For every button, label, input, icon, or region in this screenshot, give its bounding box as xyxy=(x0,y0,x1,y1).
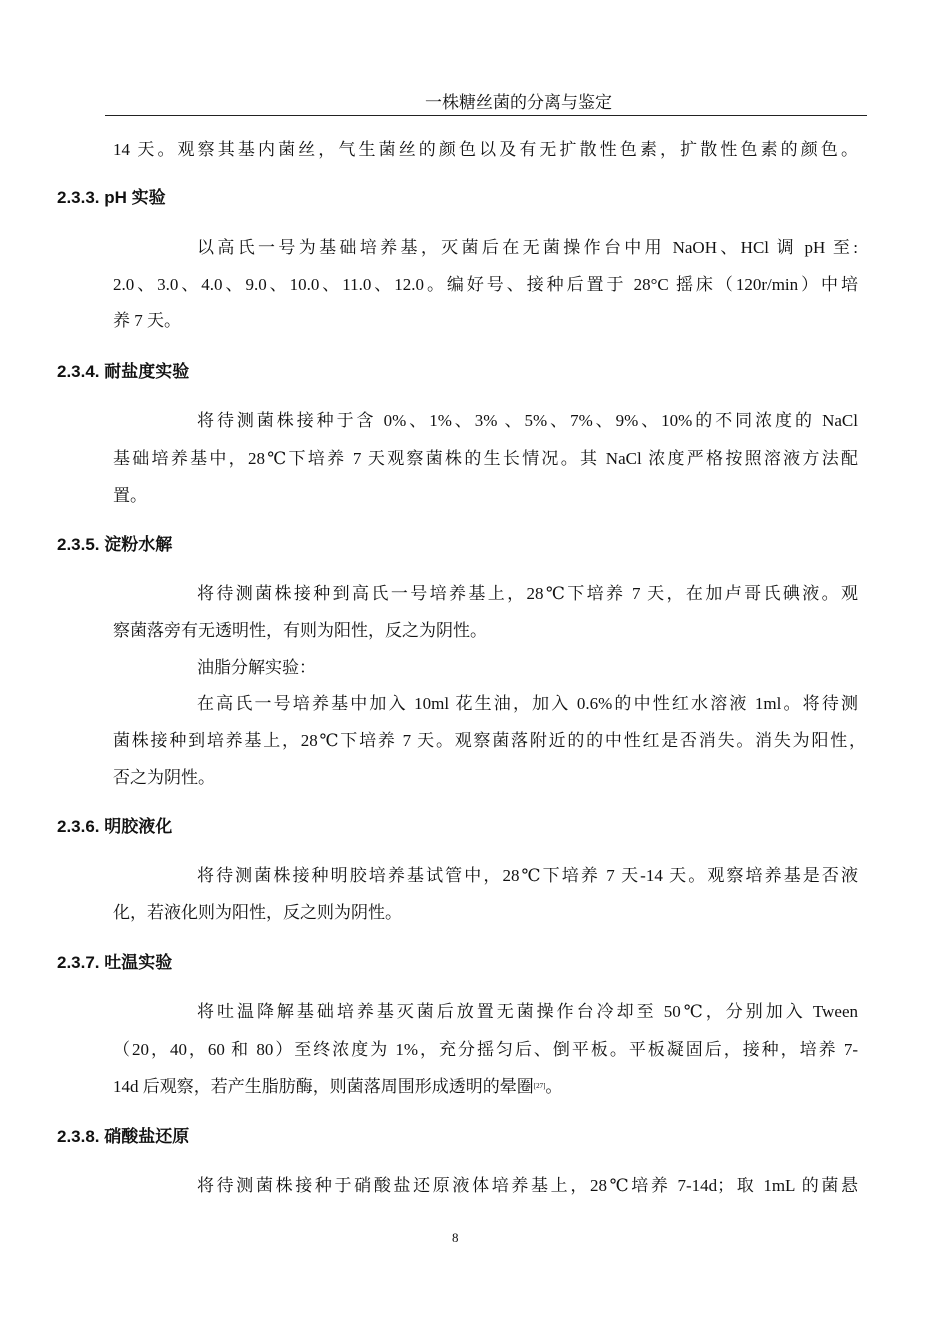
page-header-title: 一株糖丝菌的分离与鉴定 xyxy=(425,93,612,112)
paragraph-line: 养 7 天。 xyxy=(113,311,181,330)
paragraph-line: 将待测菌株接种明胶培养基试管中，28℃下培养 7 天-14 天。观察培养基是否液 xyxy=(197,866,858,885)
paragraph-line: 将吐温降解基础培养基灭菌后放置无菌操作台冷却至 50℃，分别加入 Tween xyxy=(197,1002,858,1021)
paragraph-line: 察菌落旁有无透明性，有则为阳性，反之为阴性。 xyxy=(113,621,487,640)
paragraph-line: （20，40，60 和 80）至终浓度为 1%，充分摇匀后、倒平板。平板凝固后，接种，培养 7- xyxy=(113,1040,858,1059)
page-number: 8 xyxy=(452,1230,459,1245)
paragraph-line: 否之为阴性。 xyxy=(113,768,215,787)
line-text: 14d 后观察，若产生脂肪酶，则菌落周围形成透明的晕圈 xyxy=(113,1077,534,1096)
paragraph-line: 将待测菌株接种于硝酸盐还原液体培养基上，28℃培养 7-14d；取 1mL 的菌悬 xyxy=(197,1176,858,1195)
section-heading-2-3-6: 2.3.6. 明胶液化 xyxy=(57,817,173,836)
paragraph-line: 14 天。观察其基内菌丝，气生菌丝的颜色以及有无扩散性色素，扩散性色素的颜色。 xyxy=(113,140,858,159)
section-heading-2-3-3: 2.3.3. pH 实验 xyxy=(57,188,166,207)
paragraph-line: 在高氏一号培养基中加入 10ml 花生油，加入 0.6%的中性红水溶液 1ml。将待测 xyxy=(197,694,858,713)
paragraph-line: 置。 xyxy=(113,486,147,505)
section-heading-2-3-8: 2.3.8. 硝酸盐还原 xyxy=(57,1127,190,1146)
paragraph-line: 将待测菌株接种到高氏一号培养基上，28℃下培养 7 天，在加卢哥氏碘液。观 xyxy=(197,584,858,603)
paragraph-line: 基础培养基中，28℃下培养 7 天观察菌株的生长情况。其 NaCl 浓度严格按照溶液方法配 xyxy=(113,449,858,468)
paragraph-line: 2.0、3.0、4.0、9.0、10.0、11.0、12.0。编好号、接种后置于 28°C 摇床（120r/min）中培 xyxy=(113,275,858,294)
paragraph-line: 以高氏一号为基础培养基，灭菌后在无菌操作台中用 NaOH、HCl 调 pH 至: xyxy=(197,238,858,257)
section-heading-2-3-7: 2.3.7. 吐温实验 xyxy=(57,953,173,972)
section-heading-2-3-4: 2.3.4. 耐盐度实验 xyxy=(57,362,190,381)
citation-ref: [27] xyxy=(533,1082,546,1090)
paragraph-line xyxy=(113,1076,562,1097)
header-rule xyxy=(105,115,867,116)
section-heading-2-3-5: 2.3.5. 淀粉水解 xyxy=(57,535,173,554)
paragraph-line: 将待测菌株接种于含 0%、1%、3% 、5%、7%、9%、10%的不同浓度的 NaCl xyxy=(197,411,858,430)
line-text: 。 xyxy=(545,1077,563,1096)
paragraph-line: 化，若液化则为阳性，反之则为阴性。 xyxy=(113,903,402,922)
paragraph-line: 菌株接种到培养基上，28℃下培养 7 天。观察菌落附近的的中性红是否消失。消失为阳性， xyxy=(113,731,866,750)
paragraph-line: 油脂分解实验： xyxy=(197,658,316,677)
